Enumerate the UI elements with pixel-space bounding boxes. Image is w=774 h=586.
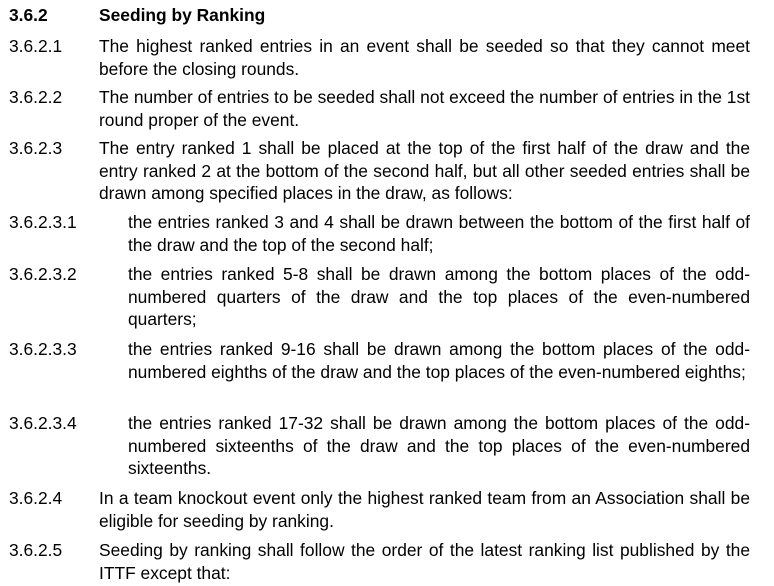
- clause-number: 3.6.2.4: [9, 488, 63, 508]
- clause-text: The highest ranked entries in an event shall be seeded so that they cannot meet before the closing rounds.: [99, 36, 750, 79]
- clause-number: 3.6.2.3: [9, 138, 63, 158]
- clause-number: 3.6.2.3.1: [9, 212, 77, 232]
- clause-number: 3.6.2.1: [9, 36, 63, 56]
- clause-text: Seeding by ranking shall follow the order of the latest ranking list published by the ITTF except that:: [99, 540, 750, 583]
- section-title: Seeding by Ranking: [99, 5, 266, 25]
- clause-number: 3.6.2.2: [9, 87, 63, 107]
- clause-text: the entries ranked 9-16 shall be drawn among the bottom places of the odd-numbered eighths of the draw and the top places of the even-numbered eighths;: [128, 339, 750, 382]
- clause-number: 3.6.2.3.2: [9, 264, 77, 284]
- clause-text: the entries ranked 5-8 shall be drawn among the bottom places of the odd-numbered quarters of the draw and the top places of the even-numbered quarters;: [128, 264, 750, 329]
- clause-number: 3.6.2.3.4: [9, 413, 77, 433]
- section-number: 3.6.2: [9, 5, 48, 25]
- clause-number: 3.6.2.5: [9, 540, 63, 560]
- clause-number: 3.6.2.3.3: [9, 339, 77, 359]
- clause-text: The entry ranked 1 shall be placed at the top of the first half of the draw and the entry ranked 2 at the bottom of the second half, but all other seeded entries shall be drawn among specified places in the draw, as follows:: [99, 138, 750, 203]
- clause-text: the entries ranked 17-32 shall be drawn among the bottom places of the odd-numbered sixteenths of the draw and the top places of the even-numbered sixteenths.: [128, 413, 750, 478]
- clause-text: the entries ranked 3 and 4 shall be drawn between the bottom of the first half of the draw and the top of the second half;: [128, 212, 750, 255]
- clause-text: The number of entries to be seeded shall not exceed the number of entries in the 1st round proper of the event.: [99, 87, 750, 130]
- clause-text: In a team knockout event only the highest ranked team from an Association shall be eligible for seeding by ranking.: [99, 488, 750, 531]
